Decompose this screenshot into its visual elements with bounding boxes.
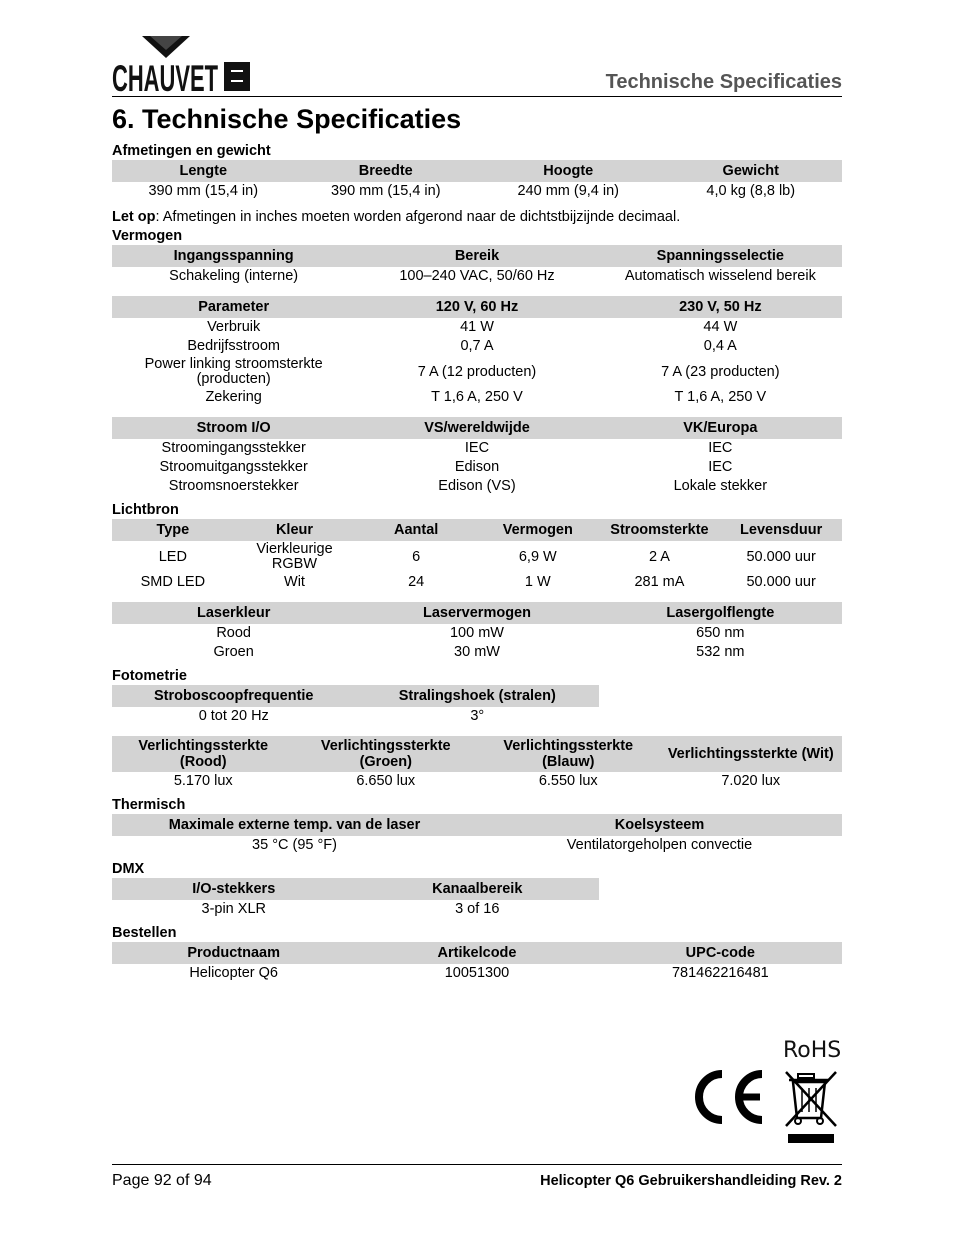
table-cell: 532 nm xyxy=(696,644,745,660)
table-cell: T 1,6 A, 250 V xyxy=(431,389,523,405)
table-cell: IEC xyxy=(464,440,490,456)
header-section-title: Technische Specificaties xyxy=(605,71,842,93)
table-cell: 6,9 W xyxy=(518,548,557,565)
table-header-row xyxy=(112,942,842,964)
table-cell: 50.000 uur xyxy=(746,574,816,590)
table-cell: Stroomingangsstekker xyxy=(161,440,306,456)
table-cell: Verbruik xyxy=(207,319,261,335)
header-divider xyxy=(112,96,842,97)
section-heading-light-source: Lichtbron xyxy=(112,502,179,518)
table-row xyxy=(112,267,842,286)
table-header-row xyxy=(112,245,842,267)
table-cell: 50.000 uur xyxy=(746,548,816,565)
light-source-table xyxy=(112,519,842,592)
note-label: Let op xyxy=(112,209,156,225)
table-cell: T 1,6 A, 250 V xyxy=(674,389,767,405)
header-cell: Levensduur xyxy=(720,519,842,541)
header-cell: Koelsysteem xyxy=(477,814,842,836)
header-cell: Verlichtingssterkte (Groen) xyxy=(295,736,478,772)
table-header-row xyxy=(112,878,599,900)
footer-divider xyxy=(112,1164,842,1165)
table-row xyxy=(112,439,842,458)
dimensions-table xyxy=(112,160,842,201)
table-cell: Vierkleurige RGBW xyxy=(256,541,333,572)
table-cell: Wit xyxy=(284,574,305,590)
table-cell: IEC xyxy=(708,440,733,456)
header-cell: I/O-stekkers xyxy=(112,878,356,900)
table-cell: 6 xyxy=(412,548,421,565)
header-cell: Laserkleur xyxy=(112,602,355,624)
table-row xyxy=(112,388,842,407)
page-title: 6. Technische Specificaties xyxy=(112,104,462,134)
note-text: : Afmetingen in inches moeten worden afgerond naar de dichtstbijzijnde decimaal. xyxy=(155,209,681,225)
power-parameters-table xyxy=(112,296,842,407)
table-row xyxy=(112,964,842,983)
table-cell: 7 A (12 producten) xyxy=(417,363,537,380)
table-cell: 390 mm (15,4 in) xyxy=(148,183,259,199)
section-heading-photometry: Fotometrie xyxy=(112,668,187,684)
section-heading-dmx: DMX xyxy=(112,861,145,877)
header-cell: Type xyxy=(112,519,234,541)
table-header-row xyxy=(112,685,599,707)
illuminance-table xyxy=(112,736,842,791)
header-cell: Hoogte xyxy=(477,160,660,182)
table-row xyxy=(112,458,842,477)
manual-title: Helicopter Q6 Gebruikershandleiding Rev. 2 xyxy=(540,1173,842,1189)
table-row xyxy=(112,573,842,592)
power-io-table xyxy=(112,417,842,496)
table-cell: 10051300 xyxy=(444,965,510,981)
header-cell: VK/Europa xyxy=(599,417,842,439)
table-cell: IEC xyxy=(708,459,733,475)
table-cell: 5.170 lux xyxy=(173,773,233,789)
table-cell: 781462216481 xyxy=(671,965,769,981)
table-row xyxy=(112,541,842,573)
strobe-table xyxy=(112,685,599,726)
table-cell: 100–240 VAC, 50/60 Hz xyxy=(399,268,555,284)
table-cell: 30 mW xyxy=(454,644,500,660)
table-cell: Lokale stekker xyxy=(673,478,768,494)
table-cell: Ventilatorgeholpen convectie xyxy=(566,837,753,853)
section-heading-dimensions: Afmetingen en gewicht xyxy=(112,143,271,159)
table-header-row xyxy=(112,736,842,772)
header-cell: 120 V, 60 Hz xyxy=(355,296,598,318)
page-number: Page 92 of 94 xyxy=(112,1172,212,1189)
table-cell: Power linking stroomsterkte (producten) xyxy=(144,356,323,387)
chauvet-dj-logo xyxy=(112,34,254,99)
ordering-table xyxy=(112,942,842,983)
table-cell: 240 mm (9,4 in) xyxy=(517,183,620,199)
table-cell: 41 W xyxy=(460,319,494,335)
table-cell: 35 °C (95 °F) xyxy=(252,837,337,853)
header-cell: Parameter xyxy=(112,296,355,318)
spec-content xyxy=(112,139,842,983)
header-cell: Kanaalbereik xyxy=(356,878,600,900)
weee-bin-icon xyxy=(784,1070,838,1146)
header-cell: Aantal xyxy=(355,519,477,541)
table-cell: 7.020 lux xyxy=(721,773,781,789)
section-heading-thermal: Thermisch xyxy=(112,797,186,813)
table-row xyxy=(112,182,842,201)
header-cell: Verlichtingssterkte (Blauw) xyxy=(477,736,660,772)
table-row xyxy=(112,318,842,337)
table-cell: 281 mA xyxy=(634,574,685,590)
header-cell: Ingangsspanning xyxy=(112,245,355,267)
header-cell: Spanningsselectie xyxy=(599,245,842,267)
table-cell: 6.550 lux xyxy=(538,773,598,789)
power-input-table xyxy=(112,245,842,286)
header-cell: Laservermogen xyxy=(355,602,598,624)
table-cell: 4,0 kg (8,8 lb) xyxy=(706,183,796,199)
table-cell: Stroomsnoerstekker xyxy=(168,478,299,494)
table-cell: 0,4 A xyxy=(703,338,737,354)
table-header-row xyxy=(112,417,842,439)
table-header-row xyxy=(112,519,842,541)
header-cell: Stralingshoek (stralen) xyxy=(356,685,600,707)
table-cell: Edison (VS) xyxy=(438,478,516,494)
table-cell: Schakeling (interne) xyxy=(169,268,299,284)
header-cell: VS/wereldwijde xyxy=(355,417,598,439)
header-cell: Verlichtingssterkte (Rood) xyxy=(112,736,295,772)
table-cell: 3° xyxy=(470,708,485,724)
table-row xyxy=(112,337,842,356)
header-cell: Lasergolflengte xyxy=(599,602,842,624)
thermal-table xyxy=(112,814,842,855)
table-row xyxy=(112,356,842,388)
table-cell: 3 of 16 xyxy=(455,901,500,917)
header-cell: Vermogen xyxy=(477,519,599,541)
table-cell: LED xyxy=(158,548,187,565)
table-cell: Groen xyxy=(213,644,254,660)
header-cell: Stroboscoopfrequentie xyxy=(112,685,356,707)
table-row xyxy=(112,772,842,791)
table-row xyxy=(112,707,599,726)
table-cell: 100 mW xyxy=(449,625,504,641)
table-cell: 2 A xyxy=(648,548,670,565)
table-row xyxy=(112,900,599,919)
table-header-row xyxy=(112,814,842,836)
table-cell: 6.650 lux xyxy=(356,773,416,789)
table-cell: 0 tot 20 Hz xyxy=(198,708,269,724)
section-heading-power: Vermogen xyxy=(112,228,183,244)
rohs-mark: RoHS xyxy=(783,1038,842,1063)
table-cell: 1 W xyxy=(524,574,551,590)
table-row xyxy=(112,643,842,662)
table-header-row xyxy=(112,160,842,182)
header-cell: Bereik xyxy=(355,245,598,267)
header-cell: Artikelcode xyxy=(355,942,598,964)
header-cell: Stroom I/O xyxy=(112,417,355,439)
table-cell: Bedrijfsstroom xyxy=(187,338,280,354)
header-cell: Lengte xyxy=(112,160,295,182)
table-cell: 650 nm xyxy=(696,625,745,641)
table-cell: 0,7 A xyxy=(460,338,494,354)
svg-text:CHAUVET: CHAUVET xyxy=(112,58,219,99)
header-cell: Productnaam xyxy=(112,942,355,964)
header-cell: Verlichtingssterkte (Wit) xyxy=(660,736,843,772)
section-heading-ordering: Bestellen xyxy=(112,925,177,941)
table-header-row xyxy=(112,602,842,624)
header-cell: UPC-code xyxy=(599,942,842,964)
table-row xyxy=(112,836,842,855)
table-cell: Rood xyxy=(216,625,251,641)
laser-table xyxy=(112,602,842,662)
header-cell: Kleur xyxy=(234,519,356,541)
table-row xyxy=(112,477,842,496)
table-cell: 44 W xyxy=(703,319,738,335)
header-cell: Gewicht xyxy=(660,160,843,182)
table-cell: 390 mm (15,4 in) xyxy=(330,183,441,199)
header-cell: Breedte xyxy=(295,160,478,182)
table-cell: SMD LED xyxy=(140,574,206,590)
table-cell: Zekering xyxy=(205,389,262,405)
table-cell: Edison xyxy=(454,459,500,475)
table-cell: 3-pin XLR xyxy=(201,901,266,917)
table-cell: Stroomuitgangsstekker xyxy=(159,459,308,475)
ce-mark-icon xyxy=(688,1068,768,1126)
table-cell: 24 xyxy=(408,574,425,590)
table-row xyxy=(112,624,842,643)
dimensions-note xyxy=(112,207,842,227)
table-cell: Helicopter Q6 xyxy=(189,965,278,981)
dmx-table xyxy=(112,878,599,919)
table-cell: Automatisch wisselend bereik xyxy=(624,268,816,284)
table-header-row xyxy=(112,296,842,318)
header-cell: Maximale externe temp. van de laser xyxy=(112,814,477,836)
table-cell: 7 A (23 producten) xyxy=(661,363,780,380)
header-cell: Stroomsterkte xyxy=(599,519,721,541)
header-cell: 230 V, 50 Hz xyxy=(599,296,842,318)
